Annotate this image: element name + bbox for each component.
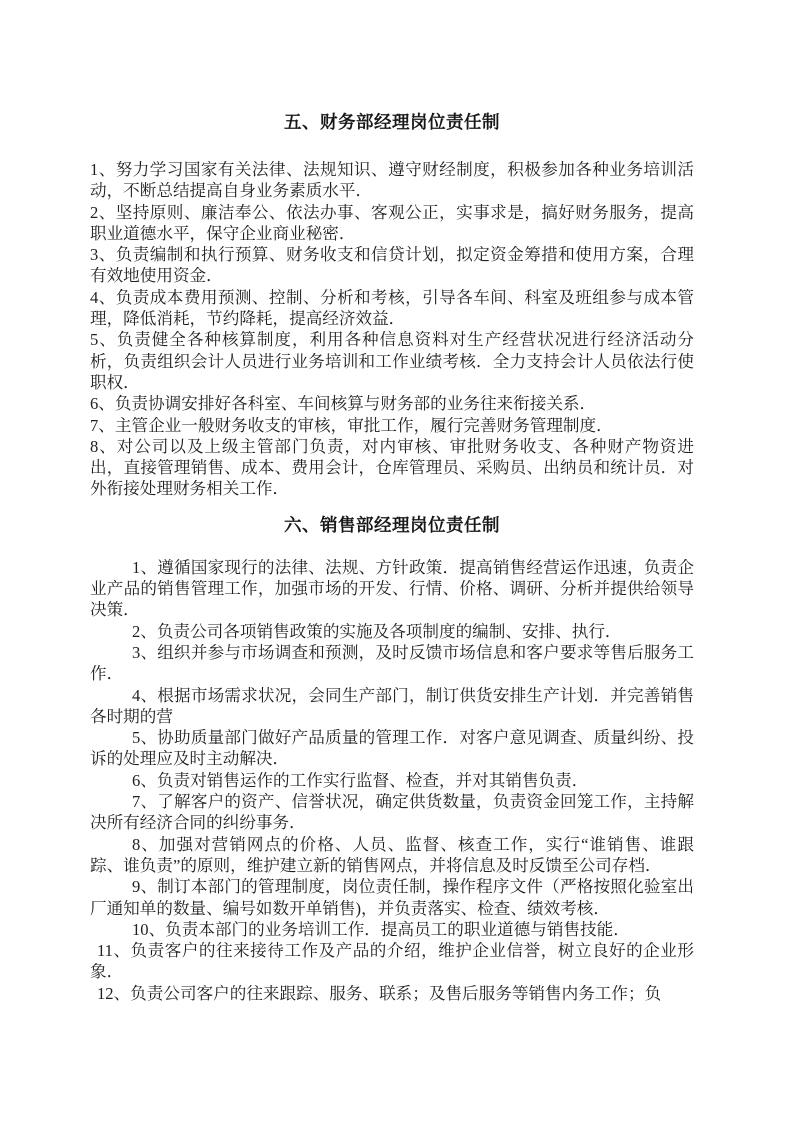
duty-item: 5、负责健全各种核算制度，利用各种信息资料对生产经营状况进行经济活动分析，负责组织会计人员进行业务培训和工作业绩考核．全力支持会计人员依法行使职权． — [90, 330, 694, 392]
duty-item: 4、根据市场需求状况，会同生产部门，制订供货安排生产计划．并完善销售各时期的营 — [90, 685, 694, 726]
duty-item: 2、坚持原则、廉洁奉公、依法办事、客观公正，实事求是，搞好财务服务，提高职业道德水平，保守企业商业秘密． — [90, 202, 694, 243]
duty-item: 5、协助质量部门做好产品质量的管理工作．对客户意见调查、质量纠纷、投诉的处理应及时主动解决． — [90, 728, 694, 769]
section-finance — [90, 112, 694, 500]
duty-item: 8、加强对营销网点的价格、人员、监督、核查工作，实行“谁销售、谁跟踪、谁负责”的原则，维护建立新的销售网点，并将信息及时反馈至公司存档． — [90, 834, 694, 875]
duty-item: 1、遵循国家现行的法律、法规、方针政策．提高销售经营运作迅速，负责企业产品的销售管理工作，加强市场的开发、行情、价格、调研、分析并提供给领导决策． — [90, 557, 694, 620]
duty-item: 1、努力学习国家有关法律、法规知识、遵守财经制度，积极参加各种业务培训活动，不断总结提高自身业务素质水平． — [90, 160, 694, 201]
section-sales — [90, 515, 694, 1004]
duty-item: 4、负责成本费用预测、控制、分析和考核，引导各车间、科室及班组参与成本管理，降低消耗，节约降耗，提高经济效益． — [90, 287, 694, 329]
duty-item: 7、主管企业一般财务收支的审核，审批工作，履行完善财务管理制度． — [90, 415, 613, 435]
duty-item: 7、了解客户的资产、信誉状况，确定供货数量，负责资金回笼工作，主持解决所有经济合同的纠纷事务． — [90, 792, 694, 833]
duty-item: 3、组织并参与市场调查和预测，及时反馈市场信息和客户要求等售后服务工作． — [90, 642, 694, 684]
duty-item: 9、制订本部门的管理制度，岗位责任制，操作程序文件（严格按照化验室出厂通知单的数量、编号如数开单销售)，并负责落实、检查、绩效考核． — [90, 877, 694, 918]
duty-item: 2、负责公司各项销售政策的实施及各项制度的编制、安排、执行． — [132, 621, 622, 641]
duty-item: 12、负责公司客户的往来跟踪、服务、联系；及售后服务等销售内务工作；负 — [97, 983, 662, 1003]
duty-item: 11、负责客户的往来接待工作及产品的介绍，维护企业信誉，树立良好的企业形象． — [90, 941, 694, 982]
duty-item: 3、负责编制和执行预算、财务收支和信贷计划，拟定资金筹措和使用方案，合理有效地使用资金． — [90, 245, 694, 286]
section-title-sales: 六、销售部经理岗位责任制 — [284, 514, 500, 535]
duty-item: 6、负责协调安排好各科室、车间核算与财务部的业务往来衔接关系． — [90, 394, 597, 414]
duty-item: 8、对公司以及上级主管部门负责，对内审核、审批财务收支、各种财产物资进出，直接管理销售、成本、费用会计，仓库管理员、采购员、出纳员和统计员．对外衔接处理财务相关工作． — [90, 436, 694, 499]
duty-item: 6、负责对销售运作的工作实行监督、检查，并对其销售负责． — [132, 770, 589, 790]
section-title-finance: 五、财务部经理岗位责任制 — [284, 112, 500, 132]
duty-item: 10、负责本部门的业务培训工作．提高员工的职业道德与销售技能． — [132, 919, 630, 939]
